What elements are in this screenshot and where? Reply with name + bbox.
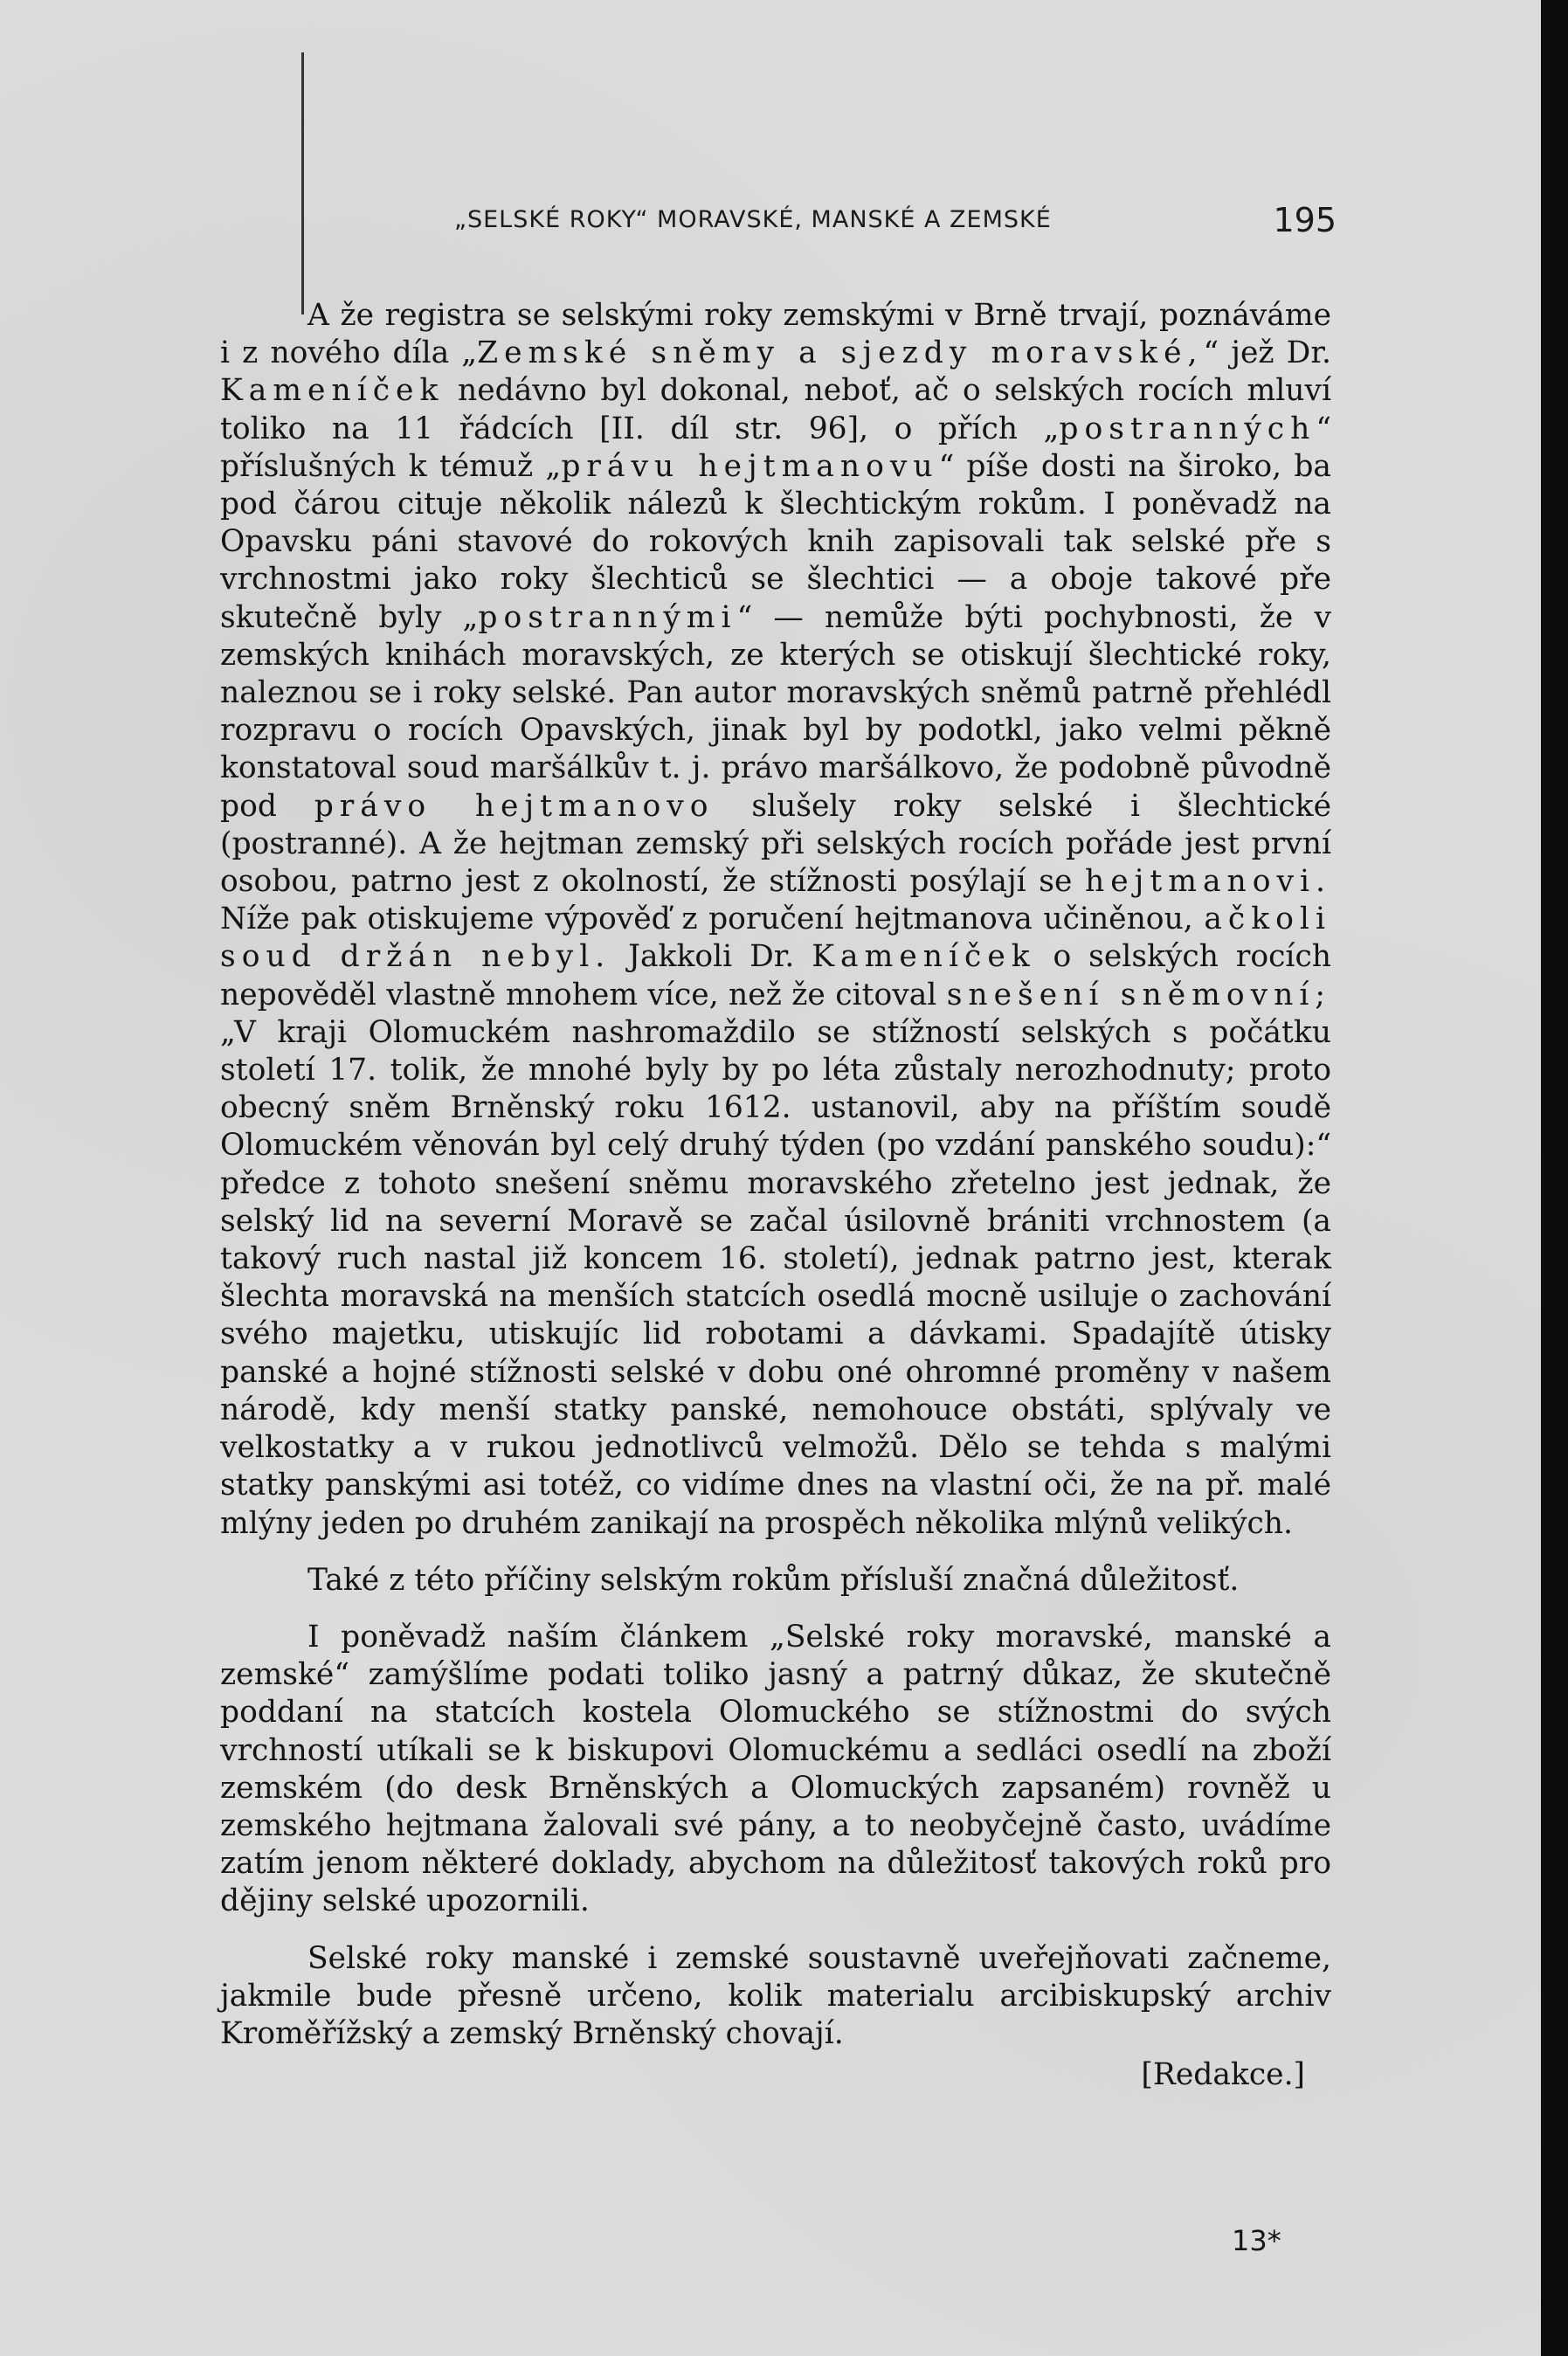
text-run: Jakkoli Dr. — [611, 939, 812, 975]
signature-line — [220, 2053, 1331, 2093]
text-run: Níže pak otiskujeme výpověď z poručení hejtmanova učiněnou, — [220, 902, 1205, 937]
body-text — [220, 297, 1331, 2093]
text-run: „V kraji Olomuckém nashromaždilo se stížností selských s počátku století 17. tolik, že mnohé byly by po léta zůstaly nerozhodnuty; proto obecný sněm Brněnský roku 1612. ustanovil, aby na příštím soudě Olomuckém věnován byl celý druhý týden (po vzdání panského soudu):“ předce z tohoto snešení sněmu moravského zřetelno jest jednak, že selský lid na severní Moravě se začal úsilovně brániti vrchnostem (a takový ruch nastal již koncem 16. století), jednak patrno jest, kterak šlechta moravská na menších statcích osedlá mocně usiluje o zachování svého majetku, utiskujíc lid robotami a dávkami. Spadajítě útisky panské a hojné stížnosti selské v dobu oné ohromné proměny v našem národě, kdy menší statky panské, nemohouce obstáti, splývaly ve velkostatky a v rukou jednotlivců velmožů. Dělo se tehda s malými statky panskými asi totéž, co vidíme dnes na vlastní oči, že na př. malé mlýny jeden po druhém zanikají na prospěch několika mlýnů velikých. — [220, 1014, 1331, 1541]
page-number: 195 — [1273, 201, 1337, 239]
paragraph-2: Také z této příčiny selským rokům přísluší značná důležitosť. — [307, 1562, 1240, 1598]
spaced-text: Zemské sněmy a sjezdy moravské, — [477, 335, 1204, 371]
text-run: “ píše dosti na široko, ba pod čárou cituje několik nálezů k šlechtickým rokům. I poněvadž na Opavsku páni stavové do rokových knih zapisovali tak selské pře s vrchnostmi jako roky šlechticů se šlechtici — a obojе takové pře skutečně byly „ — [220, 448, 1331, 635]
running-head: „SELSKÉ ROKY“ MORAVSKÉ, MANSKÉ A ZEMSKÉ — [454, 206, 1052, 233]
spaced-text: snešení sněmovní; — [946, 977, 1331, 1012]
spaced-text: postrannými — [478, 599, 737, 635]
page-header — [210, 201, 1337, 241]
text-run: A že registra se selskými roky zemskými v Brně trvají, poznáváme i z nového díla „ — [220, 298, 1331, 371]
spaced-text: právu hejtmanovu — [561, 448, 939, 484]
text-run: “ — nemůže býti pochybnosti, že v zemských knihách moravských, ze kterých se otiskují šlechtické roky, naleznou se i roky selské. Pan autor moravských sněmů patrně přehlédl rozpravu o rocích Opavských, jinak byl by podotkl, jako velmi pěkně konstatoval soud maršálkův t. j. právo maršálkovo, že podobně původně pod — [220, 599, 1331, 824]
text-run: slušely roky selské i šlechtické (postranné). A že hejtman zemský při selských rocích pořáde jest první osobou, patrno jest z okolností, že stížnosti posýlají se — [220, 788, 1331, 900]
editor-signature: [Redakce.] — [1141, 2057, 1305, 2093]
text-run: “ jež Dr. — [1203, 335, 1331, 371]
text-run: o selských rocích nepověděl vlastně mnohem více, než že citoval — [220, 939, 1331, 1012]
spaced-text: Kameníček — [220, 373, 445, 409]
text-run: nedávno byl dokonal, neboť, ač o selských rocích mluví toliko na 11 řádcích [II. díl str. 96], o přích „ — [220, 373, 1331, 446]
paragraph-1 — [220, 297, 1331, 1543]
gutter-line — [301, 52, 304, 314]
spaced-text: postranných — [1059, 411, 1316, 446]
spaced-text: právo hejtmanovo — [314, 788, 715, 824]
spaced-text: Kameníček — [812, 939, 1036, 975]
signature-mark: 13* — [1232, 2224, 1281, 2257]
paragraph-3: I poněvadž naším článkem „Selské roky moravské, manské a zemské“ zamýšlíme podati toliko jasný a patrný důkaz, že skutečně poddaní na statcích kostela Olomuckého se stížnostmi do svých vrchností utíkali se k biskupovi Olomuckému a sedláci osedlí na zboží zemském (do desk Brněnských a Olomuckých zapsaném) rovněž u zemského hejtmana žalovali své pány, a to neobyčejně často, uvádíme zatím jenom některé doklady, abychom na důležitosť takových roků pro dějiny selské upozornili. — [220, 1619, 1331, 1919]
spaced-text: hejtmanovi. — [1085, 864, 1331, 900]
paragraph-4: Selské roky manské i zemské soustavně uveřejňovati začneme, jakmile bude přesně určeno, kolik materialu arcibiskupský archiv Kroměřížský a zemský Brněnský chovají. — [220, 1940, 1331, 2051]
spaced-text: ačkoli soud držán nebyl. — [220, 902, 1331, 975]
text-run: “ příslušných k témuž „ — [220, 411, 1331, 484]
